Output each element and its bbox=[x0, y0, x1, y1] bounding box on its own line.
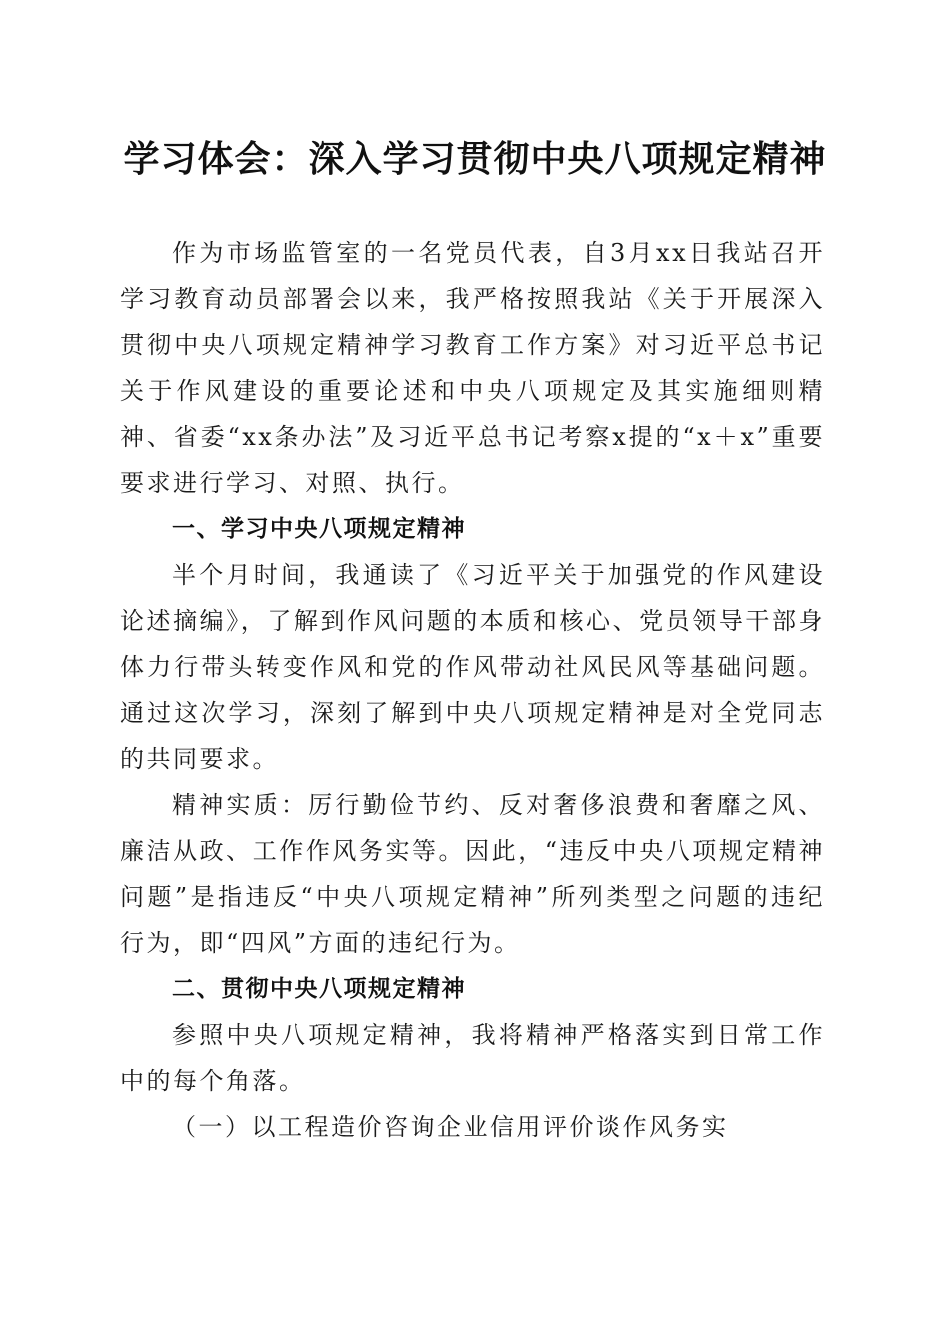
section-heading-1: 一、学习中央八项规定精神 bbox=[172, 516, 466, 542]
section1-paragraph-2: 精神实质：厉行勤俭节约、反对奢侈浪费和奢靡之风、廉洁从政、工作作风务实等。因此，“违反中央八项规定精神问题”是指违反“中央八项规定精神”所列类型之问题的违纪行为，即“四风”方面的违纪行为。 bbox=[120, 791, 825, 957]
section-heading-2: 二、贯彻中央八项规定精神 bbox=[172, 976, 466, 1002]
section2-paragraph-1: 参照中央八项规定精神，我将精神严格落实到日常工作中的每个角落。 bbox=[120, 1021, 825, 1095]
intro-paragraph: 作为市场监管室的一名党员代表，自3月xx日我站召开学习教育动员部署会以来，我严格按照我站《关于开展深入贯彻中央八项规定精神学习教育工作方案》对习近平总书记关于作风建设的重要论述和中央八项规定及其实施细则精神、省委“xx条办法”及习近平总书记考察x提的“x＋x”重要要求进行学习、对照、执行。 bbox=[120, 239, 825, 497]
subsection-heading-1: （一）以工程造价咨询企业信用评价谈作风务实 bbox=[172, 1113, 729, 1141]
document-title: 学习体会：深入学习贯彻中央八项规定精神 bbox=[123, 139, 827, 180]
document-body bbox=[120, 230, 825, 1150]
section1-paragraph-1: 半个月时间，我通读了《习近平关于加强党的作风建设论述摘编》，了解到作风问题的本质和核心、党员领导干部身体力行带头转变作风和党的作风带动社风民风等基础问题。通过这次学习，深刻了解到中央八项规定精神是对全党同志的共同要求。 bbox=[120, 561, 825, 773]
